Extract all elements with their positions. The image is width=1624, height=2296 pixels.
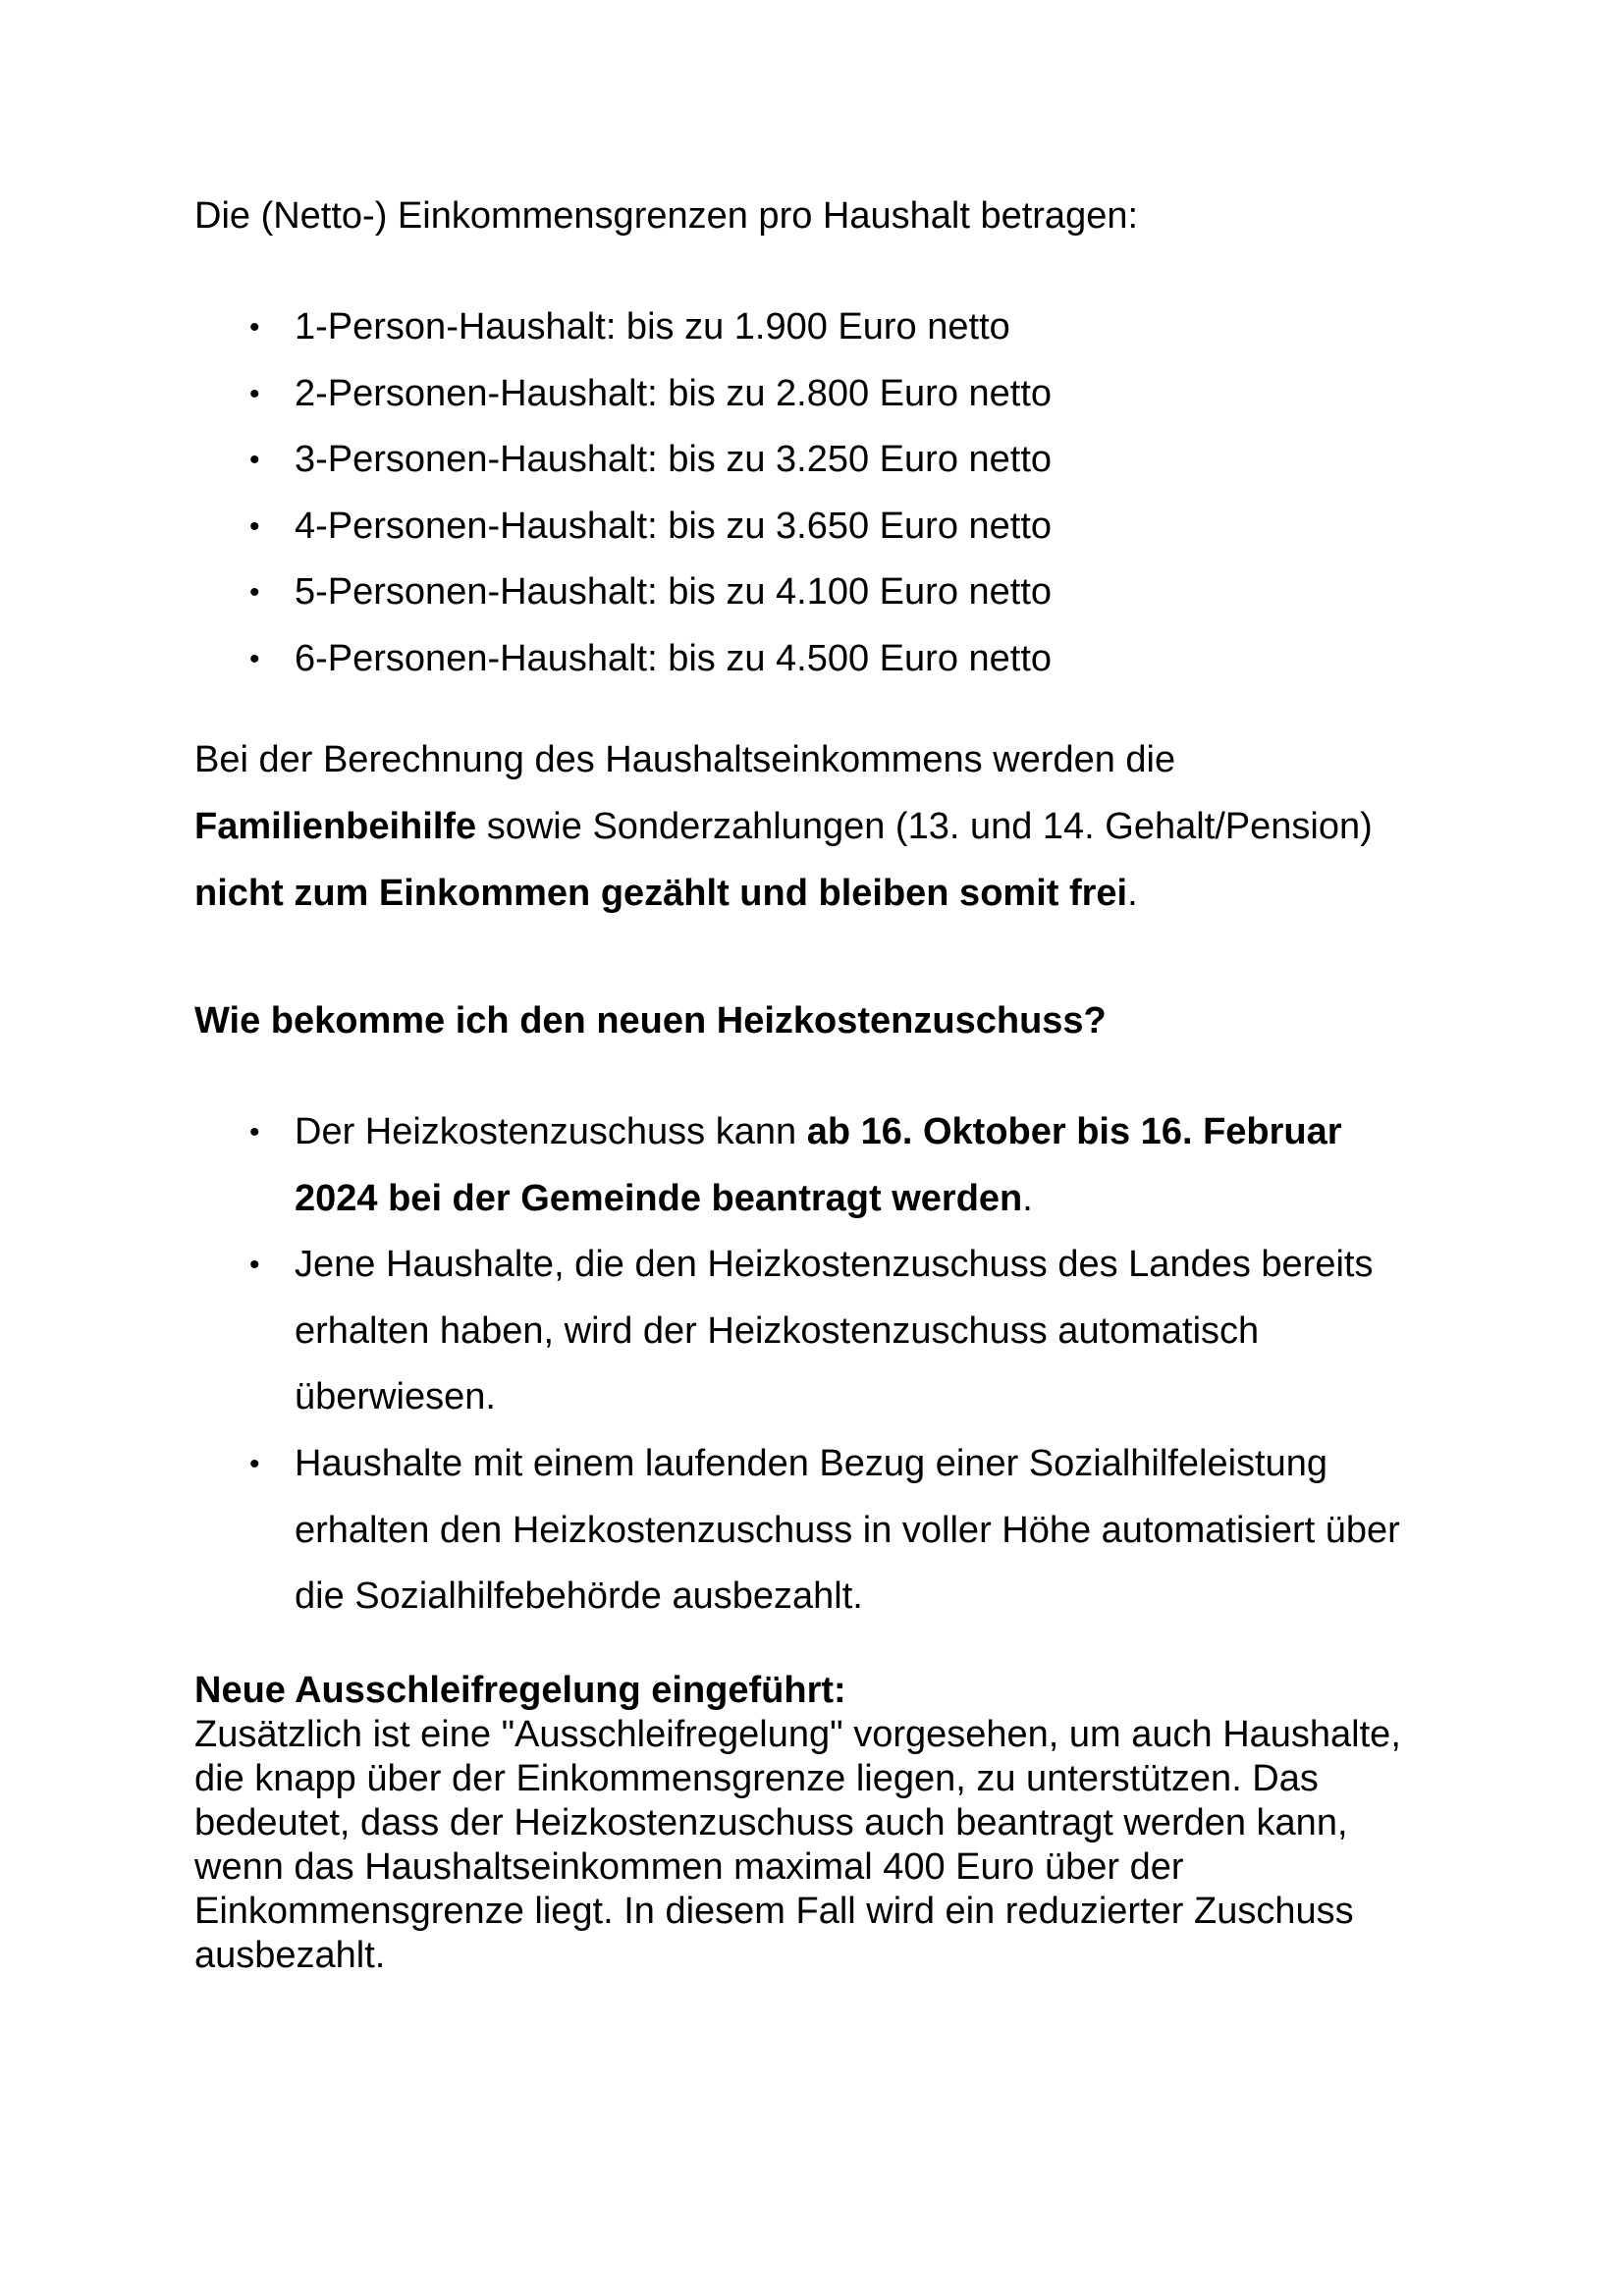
- list-item: [194, 361, 1052, 428]
- bullet-icon: •: [249, 311, 260, 344]
- familienbeihilfe-bold: Familienbeihilfe: [194, 806, 477, 847]
- list-item: [194, 427, 1052, 494]
- howto-item1-line2: [295, 1166, 1473, 1233]
- bullet-icon: •: [249, 1447, 260, 1480]
- howto-item1-bold1: ab 16. Oktober bis 16. Februar: [806, 1111, 1342, 1152]
- ausschleif-section: [194, 1669, 1471, 1978]
- howto-item2-line3: überwiesen.: [295, 1376, 496, 1418]
- ausschleif-line: wenn das Haushaltseinkommen maximal 400 Euro über der: [194, 1846, 1184, 1888]
- bullet-icon: •: [249, 509, 260, 543]
- howto-item1-pre: Der Heizkostenzuschuss kann: [295, 1111, 807, 1152]
- ausschleif-line: die knapp über der Einkommensgrenze liegen, zu unterstützen. Das: [194, 1758, 1319, 1799]
- howto-list: [194, 1099, 1473, 1630]
- ausschleif-line: ausbezahlt.: [194, 1935, 386, 1976]
- list-item-text: 6-Personen-Haushalt: bis zu 4.500 Euro netto: [295, 637, 1053, 679]
- howto-item2-line1: Jene Haushalte, die den Heizkostenzuschuss des Landes bereits: [295, 1244, 1374, 1286]
- ausschleif-title: Neue Ausschleifregelung eingeführt:: [194, 1670, 846, 1711]
- ausschleif-line: bedeutet, dass der Heizkostenzuschuss auch beantragt werden kann,: [194, 1802, 1348, 1843]
- calc-line-3-end: .: [1127, 873, 1138, 914]
- income-limits-list: [194, 294, 1052, 693]
- list-item-text: 5-Personen-Haushalt: bis zu 4.100 Euro netto: [295, 571, 1053, 614]
- bullet-icon: •: [249, 1116, 260, 1148]
- howto-item3-line2: erhalten den Heizkostenzuschuss in voller Höhe automatisiert über: [295, 1509, 1400, 1551]
- ausschleif-line: Zusätzlich ist eine "Ausschleifregelung" vorgesehen, um auch Haushalte,: [194, 1714, 1401, 1755]
- ausschleif-line: Einkommensgrenze liegt. In diesem Fall wird ein reduzierter Zuschuss: [194, 1891, 1354, 1932]
- bullet-icon: •: [249, 576, 260, 610]
- bullet-icon: •: [249, 642, 260, 675]
- list-item: [194, 294, 1052, 361]
- howto-item1-end: .: [1022, 1177, 1033, 1219]
- howto-item1-bold2: 2024 bei der Gemeinde beantragt werden: [295, 1177, 1023, 1219]
- list-item-text: 1-Person-Haushalt: bis zu 1.900 Euro netto: [295, 306, 1010, 347]
- list-item-text: 4-Personen-Haushalt: bis zu 3.650 Euro netto: [295, 505, 1053, 547]
- list-item: [194, 1099, 1473, 1232]
- calc-line-2: [194, 793, 1373, 860]
- calc-line-2-rest: sowie Sonderzahlungen (13. und 14. Gehalt/Pension): [476, 806, 1373, 847]
- list-item: [194, 1232, 1473, 1431]
- howto-item3-line1: Haushalte mit einem laufenden Bezug einer Sozialhilfeleistung: [295, 1442, 1327, 1484]
- list-item: [194, 1431, 1473, 1630]
- calc-line-3: [194, 860, 1373, 927]
- intro-text: Die (Netto-) Einkommensgrenzen pro Haushalt betragen:: [194, 195, 1139, 237]
- list-item-text: 2-Personen-Haushalt: bis zu 2.800 Euro netto: [295, 372, 1053, 414]
- list-item: [194, 626, 1052, 693]
- bullet-icon: •: [249, 444, 260, 477]
- howto-item1-line1: [295, 1099, 1473, 1166]
- bullet-icon: •: [249, 1249, 260, 1282]
- howto-item2-line2: erhalten haben, wird der Heizkostenzuschuss automatisch: [295, 1309, 1260, 1352]
- howto-heading: Wie bekomme ich den neuen Heizkostenzuschuss?: [194, 1000, 1107, 1041]
- list-item: [194, 494, 1052, 561]
- bullet-icon: •: [249, 377, 260, 410]
- calc-line-1: Bei der Berechnung des Haushaltseinkommens werden die: [194, 739, 1176, 780]
- list-item-text: 3-Personen-Haushalt: bis zu 3.250 Euro netto: [295, 439, 1053, 481]
- list-item: [194, 560, 1052, 626]
- howto-item3-line3: die Sozialhilfebehörde ausbezahlt.: [295, 1575, 863, 1618]
- exemption-bold: nicht zum Einkommen gezählt und bleiben somit frei: [194, 873, 1128, 914]
- income-calculation-paragraph: [194, 726, 1373, 927]
